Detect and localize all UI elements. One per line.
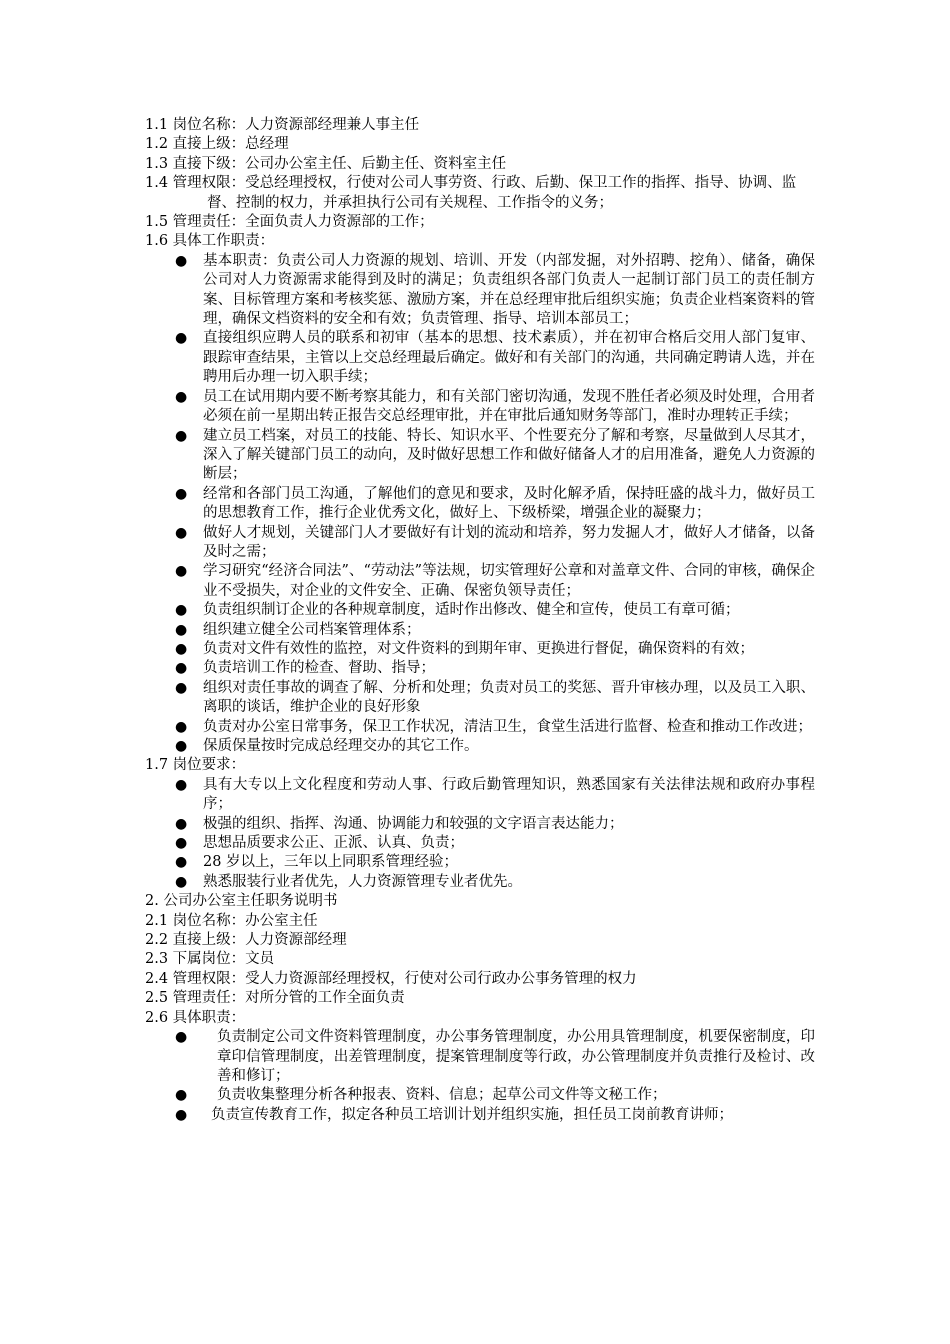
job-title-line-2: 2.1 岗位名称：办公室主任 [145, 912, 318, 929]
list-item: ● 熟悉服装行业者优先，人力资源管理专业者优先。 [145, 873, 815, 892]
bullet-icon: ● [175, 815, 188, 832]
list-item: ● 负责收集整理分析各种报表、资料、信息；起草公司文件等文秘工作； [145, 1086, 815, 1105]
duties-heading-2: 2.6 具体职责： [145, 1009, 246, 1026]
bullet-icon: ● [175, 854, 188, 871]
list-item: ● 28 岁以上，三年以上同职系管理经验； [145, 853, 815, 872]
bullet-icon: ● [175, 427, 188, 444]
list-item: ● 负责制定公司文件资料管理制度，办公事务管理制度，办公用具管理制度，机要保密制度，印章印信管理制度，出差管理制度，提案管理制度等行政，办公管理制度并负责推行及检讨、改善和修订； [175, 1029, 815, 1084]
list-item: ● 负责培训工作的检查、督助、指导； [145, 659, 815, 678]
list-item: ● 直接组织应聘人员的联系和初审（基本的思想、技术素质），并在初审合格后交用人部门复审、跟踪审查结果，主管以上交总经理最后确定。做好和有关部门的沟通，共同确定聘请人选，并在聘用后办理一切入职手续； [175, 330, 815, 386]
bullet-icon: ● [175, 388, 188, 405]
list-item: ● 组织建立健全公司档案管理体系； [145, 621, 815, 640]
duties-heading: 1.6 具体工作职责： [145, 233, 275, 250]
bullet-icon: ● [175, 602, 188, 619]
bullet-icon: ● [175, 738, 188, 754]
list-item: ● 思想品质要求公正、正派、认真、负责； [145, 834, 815, 853]
document-page [145, 116, 815, 1125]
list-item: ● 员工在试用期内要不断考察其能力，和有关部门密切沟通，发现不胜任者必须及时处理，合用者必须在前一星期出转正报告交总经理审批，并在审批后通知财务等部门，准时办理转正手续； [175, 388, 815, 425]
bullet-icon: ● [175, 718, 188, 735]
subordinate-line-2: 2.3 下属岗位：文员 [145, 951, 275, 968]
section-2-heading: 2. 公司办公室主任职务说明书 [145, 893, 338, 910]
bullet-icon: ● [175, 640, 188, 657]
list-item: ● 建立员工档案，对员工的技能、特长、知识水平、个性要充分了解和考察，尽量做到人尽其才，深入了解关键部门员工的动向，及时做好思想工作和做好储备人才的启用准备，避免人力资源的断层； [175, 427, 815, 483]
superior-line-2: 2.2 直接上级：人力资源部经理 [145, 932, 347, 949]
list-item: ● 负责组织制订企业的各种规章制度，适时作出修改、健全和宣传，使员工有章可循； [145, 601, 815, 620]
subordinates-line: 1.3 直接下级：公司办公室主任、后勤主任、资料室主任 [145, 155, 507, 172]
list-item: ● 经常和各部门员工沟通，了解他们的意见和要求，及时化解矛盾，保持旺盛的战斗力，做好员工的思想教育工作，推行企业优秀文化，做好上、下级桥梁，增强企业的凝聚力； [175, 485, 815, 522]
bullet-icon: ● [175, 660, 188, 677]
authority-line-2: 2.4 管理权限：受人力资源部经理授权，行使对公司行政办公事务管理的权力 [145, 970, 637, 987]
bullet-icon: ● [175, 621, 188, 638]
bullet-icon: ● [175, 776, 188, 793]
job-title-line: 1.1 岗位名称：人力资源部经理兼人事主任 [145, 117, 420, 133]
list-item: ● 负责对文件有效性的监控，对文件资料的到期年审、更换进行督促，确保资料的有效； [145, 640, 815, 659]
list-item: ● 极强的组织、指挥、沟通、协调能力和较强的文字语言表达能力； [145, 815, 815, 834]
duties-list [145, 252, 815, 757]
responsibility-line: 1.5 管理责任：全面负责人力资源部的工作； [145, 214, 434, 231]
bullet-icon: ● [175, 524, 188, 541]
bullet-icon: ● [175, 330, 188, 347]
bullet-icon: ● [175, 1087, 188, 1104]
bullet-icon: ● [175, 835, 188, 852]
bullet-icon: ● [175, 252, 188, 269]
list-item: ● 具有大专以上文化程度和劳动人事、行政后勤管理知识，熟悉国家有关法律法规和政府办事程序； [175, 776, 815, 813]
list-item: ● 负责宣传教育工作，拟定各种员工培训计划并组织实施，担任员工岗前教育讲师； [145, 1106, 815, 1125]
list-item: ● 保质保量按时完成总经理交办的其它工作。 [145, 737, 815, 756]
responsibility-line-2: 2.5 管理责任：对所分管的工作全面负责 [145, 990, 405, 1007]
duties-list-2 [145, 1028, 815, 1125]
requirements-heading: 1.7 岗位要求： [145, 757, 246, 774]
list-item: ● 做好人才规划，关键部门人才要做好有计划的流动和培养，努力发掘人才，做好人才储备，以备及时之需； [175, 524, 815, 560]
list-item: ● 组织对责任事故的调查了解、分析和处理；负责对员工的奖惩、晋升审核办理，以及员工入职、离职的谈话，维护企业的良好形象 [175, 679, 815, 716]
bullet-icon: ● [175, 873, 188, 890]
authority-paragraph: 1.4 管理权限：受总经理授权，行使对公司人事劳资、行政、后勤、保卫工作的指挥、指导、协调、监督、控制的权力，并承担执行公司有关规程、工作指令的义务； [145, 175, 797, 211]
bullet-icon: ● [175, 1029, 188, 1046]
bullet-icon: ● [175, 679, 188, 696]
bullet-icon: ● [175, 485, 188, 502]
bullet-icon: ● [175, 1106, 188, 1123]
superior-line: 1.2 直接上级：总经理 [145, 136, 289, 153]
bullet-icon: ● [175, 563, 188, 580]
list-item: ● 负责对办公室日常事务，保卫工作状况，清洁卫生，食堂生活进行监督、检查和推动工作改进； [145, 718, 815, 737]
list-item: ● 学习研究“经济合同法”、“劳动法”等法规，切实管理好公章和对盖章文件、合同的审核，确保企业不受损失，对企业的文件安全、正确、保密负领导责任； [175, 563, 815, 599]
requirements-list [145, 776, 815, 892]
list-item: ● 基本职责：负责公司人力资源的规划、培训、开发（内部发掘，对外招聘、挖角）、储备，确保公司对人力资源需求能得到及时的满足；负责组织各部门负责人一起制订部门员工的责任制方案、目标管理方案和考核奖惩、激励方案，并在总经理审批后组织实施；负责企业档案资料的管理，确保文档资料的安全和有效；负责管理、指导、培训本部员工； [175, 252, 815, 328]
